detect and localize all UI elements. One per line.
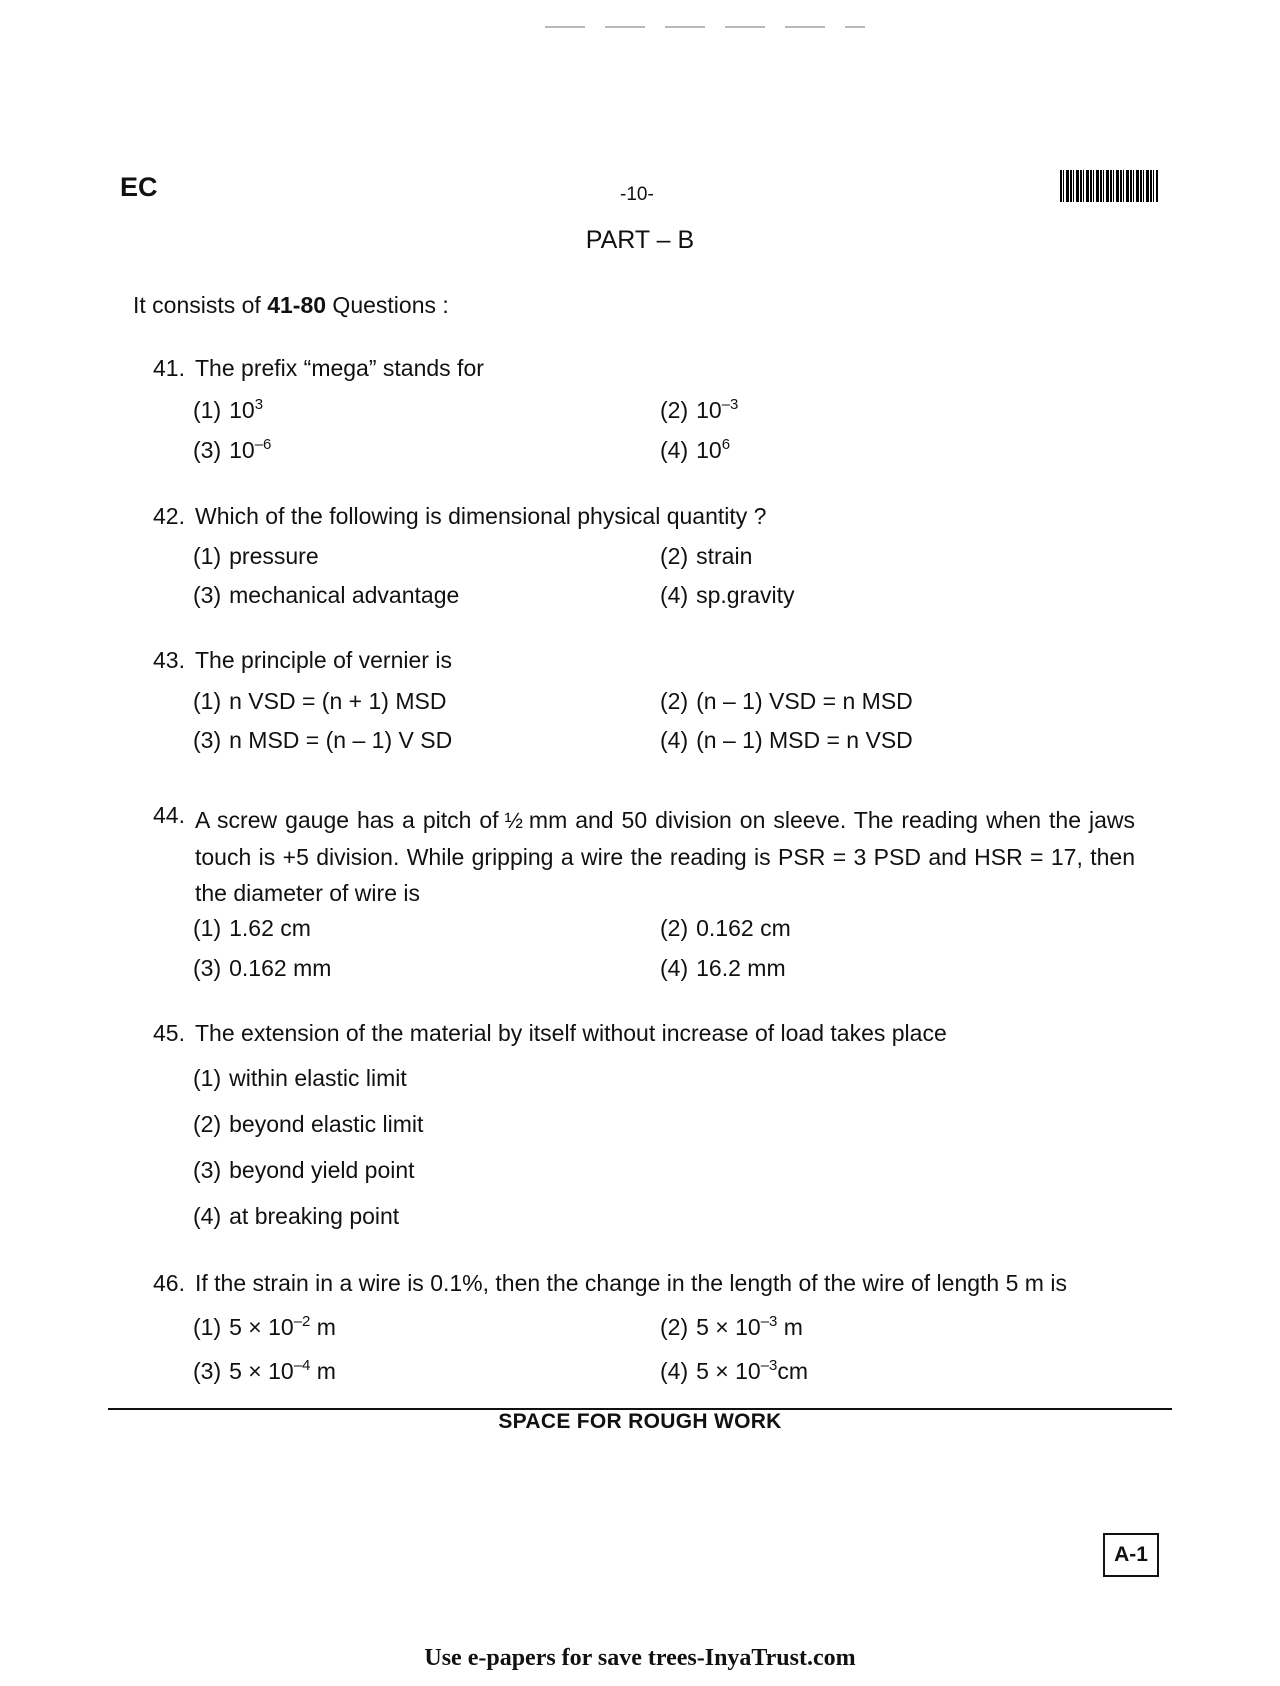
fraction-half: ½ (504, 808, 523, 833)
option-41-2[interactable]: (2) $10^{-3}$ (660, 396, 739, 423)
page-number: -10- (620, 184, 654, 205)
option-43-2[interactable]: (2) (n – 1) VSD = n MSD (660, 688, 913, 714)
question-text: If the strain in a wire is 0.1%, then the change in the length of the wire of length 5 m is (195, 1270, 1067, 1296)
option-44-2[interactable]: (2) 0.162 cm (660, 915, 791, 941)
option-46-3[interactable]: (3) $5 \times 10^{-4}$ m (193, 1357, 336, 1384)
question-44: A screw gauge has a pitch of ½ mm and 50 division on sleeve. The reading when the jaws touch is +5 division. While gripping a wire the reading is PSR = 3 PSD and HSR = 17, then the diameter of wire is (195, 802, 1135, 911)
option-46-2[interactable]: (2) $5 \times 10^{-3}$ m (660, 1313, 803, 1340)
question-43: 43. The principle of vernier is (153, 647, 452, 673)
option-41-4[interactable]: (4) $10^6$ (660, 436, 731, 463)
option-42-1[interactable]: (1) pressure (193, 543, 319, 569)
question-text: Which of the following is dimensional physical quantity ? (195, 503, 767, 529)
question-46: 46. If the strain in a wire is 0.1%, then the change in the length of the wire of length 5 m is (153, 1270, 1067, 1296)
exam-code: EC (120, 172, 158, 202)
option-44-1[interactable]: (1) 1.62 cm (193, 915, 311, 941)
option-45-1[interactable]: (1) within elastic limit (193, 1065, 407, 1091)
option-41-3[interactable]: (3) $10^{-6}$ (193, 436, 272, 463)
intro-text: It consists of 41-80 Questions : (133, 292, 449, 318)
question-44-number: 44. (153, 802, 185, 828)
option-46-1[interactable]: (1) $5 \times 10^{-2}$ m (193, 1313, 336, 1340)
option-41-1[interactable]: (1) $10^3$ (193, 396, 264, 423)
option-43-3[interactable]: (3) n MSD = (n – 1) V SD (193, 727, 453, 753)
option-45-3[interactable]: (3) beyond yield point (193, 1157, 415, 1183)
question-45: 45. The extension of the material by itself without increase of load takes place (153, 1020, 947, 1046)
part-title: PART – B (585, 226, 695, 254)
option-42-2[interactable]: (2) strain (660, 543, 753, 569)
option-42-4[interactable]: (4) sp.gravity (660, 582, 795, 608)
option-44-3[interactable]: (3) 0.162 mm (193, 955, 332, 981)
top-scan-marks (545, 26, 865, 28)
option-42-3[interactable]: (3) mechanical advantage (193, 582, 460, 608)
option-46-4[interactable]: (4) $5 \times 10^{-3}cm$ (660, 1357, 809, 1384)
option-44-4[interactable]: (4) 16.2 mm (660, 955, 786, 981)
option-43-4[interactable]: (4) (n – 1) MSD = n VSD (660, 727, 913, 753)
barcode-icon (1060, 170, 1158, 202)
question-text: The principle of vernier is (195, 647, 452, 673)
question-41: 41. The prefix “mega” stands for (153, 355, 484, 381)
rough-work-label: SPACE FOR ROUGH WORK (498, 1410, 782, 1433)
set-code-box: A-1 (1103, 1533, 1159, 1577)
question-text: The extension of the material by itself without increase of load takes place (195, 1020, 947, 1046)
option-45-4[interactable]: (4) at breaking point (193, 1203, 400, 1229)
option-43-1[interactable]: (1) n VSD = (n + 1) MSD (193, 688, 447, 714)
option-45-2[interactable]: (2) beyond elastic limit (193, 1111, 424, 1137)
question-42: 42. Which of the following is dimensional physical quantity ? (153, 503, 767, 529)
footer-text: Use e-papers for save trees-InyaTrust.com (424, 1645, 856, 1671)
question-range: 41-80 (267, 292, 327, 318)
question-text: The prefix “mega” stands for (195, 355, 484, 381)
